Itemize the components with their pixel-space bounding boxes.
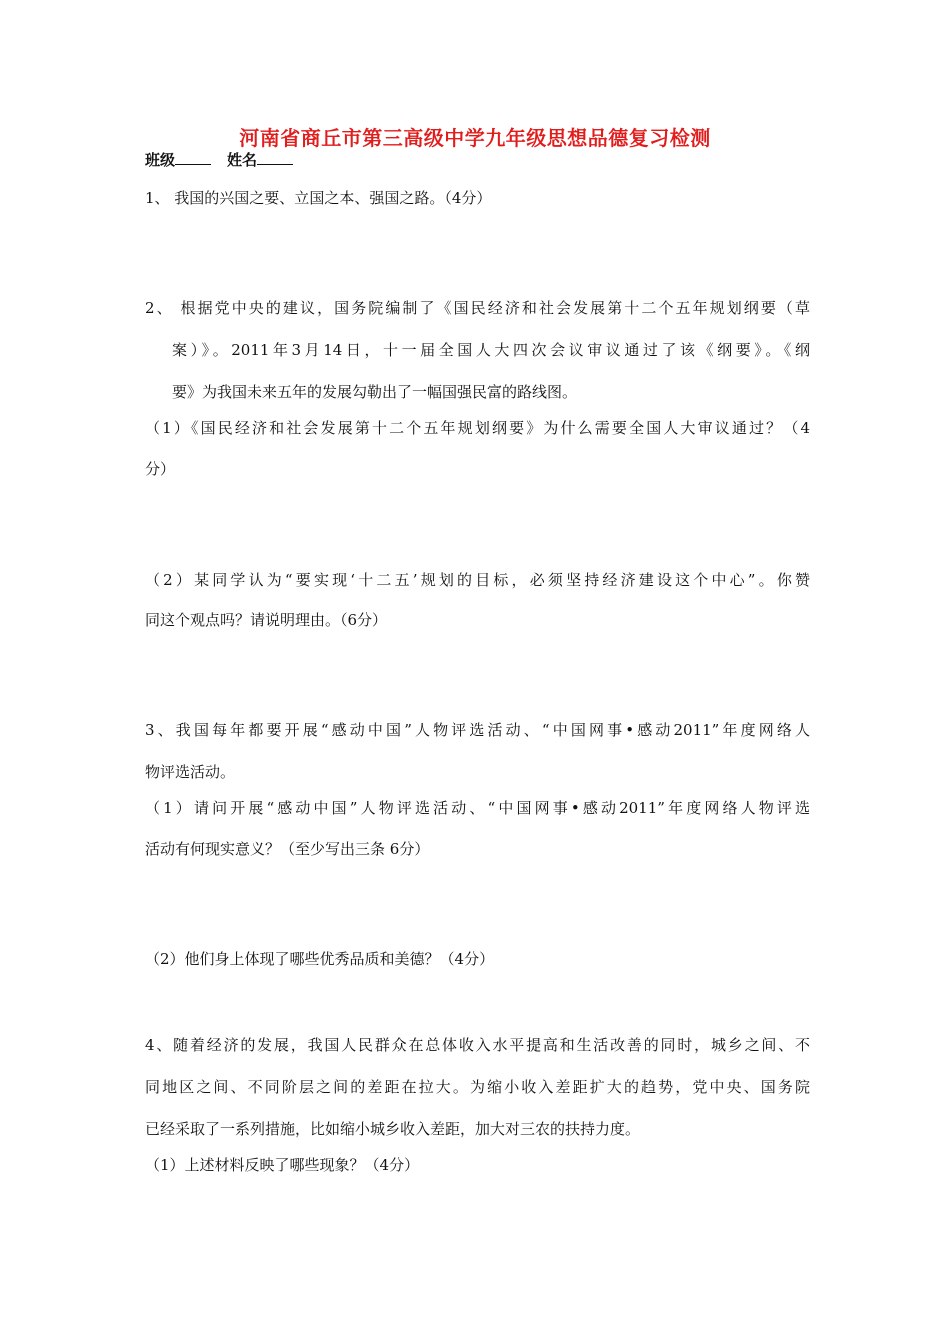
question-2-sub-1-line-1: （1）《国民经济和社会发展第十二个五年规划纲要》为什么需要全国人大审议通过？（4 bbox=[145, 419, 810, 437]
name-blank[interactable] bbox=[257, 150, 293, 165]
question-2-sub-1-line-2: 分） bbox=[145, 460, 176, 478]
question-4-sub-1: （1）上述材料反映了哪些现象？（4分） bbox=[145, 1156, 420, 1174]
class-label: 班级 bbox=[145, 151, 176, 169]
question-1: 1、 我国的兴国之要、立国之本、强国之路。（4分） bbox=[145, 189, 492, 207]
question-4-line-2: 同地区之间、不同阶层之间的差距在拉大。为缩小收入差距扩大的趋势，党中央、国务院 bbox=[145, 1078, 810, 1096]
question-2-sub-2-line-2: 同这个观点吗？请说明理由。（6分） bbox=[145, 611, 388, 629]
question-3-sub-1-line-1: （1）请问开展“感动中国”人物评选活动、“中国网事•感动2011”年度网络人物评选 bbox=[145, 799, 810, 817]
question-2-line-2: 案）》。2011年3月14日，十一届全国人大四次会议审议通过了该《纲要》。《纲 bbox=[172, 341, 810, 359]
question-3-sub-2: （2）他们身上体现了哪些优秀品质和美德？（4分） bbox=[145, 950, 495, 968]
class-blank[interactable] bbox=[175, 150, 211, 165]
question-4-line-3: 已经采取了一系列措施，比如缩小城乡收入差距，加大对三农的扶持力度。 bbox=[145, 1120, 641, 1138]
question-2-line-3: 要》为我国未来五年的发展勾勒出了一幅国强民富的路线图。 bbox=[172, 383, 578, 401]
question-3-line-1: 3、我国每年都要开展“感动中国”人物评选活动、“中国网事•感动2011”年度网络人 bbox=[145, 721, 810, 739]
question-4-line-1: 4、随着经济的发展，我国人民群众在总体收入水平提高和生活改善的同时，城乡之间、不 bbox=[145, 1036, 810, 1054]
student-info-row bbox=[145, 150, 810, 170]
name-label: 姓名 bbox=[227, 151, 258, 169]
question-2-sub-2-line-1: （2）某同学认为“要实现‘十二五’规划的目标，必须坚持经济建设这个中心”。你赞 bbox=[145, 571, 810, 589]
question-3-line-2: 物评选活动。 bbox=[145, 763, 236, 781]
question-2-line-1: 2、 根据党中央的建议，国务院编制了《国民经济和社会发展第十二个五年规划纲要（草 bbox=[145, 299, 810, 317]
document-title: 河南省商丘市第三高级中学九年级思想品德复习检测 bbox=[239, 126, 711, 150]
question-3-sub-1-line-2: 活动有何现实意义？（至少写出三条 6分） bbox=[145, 840, 430, 858]
